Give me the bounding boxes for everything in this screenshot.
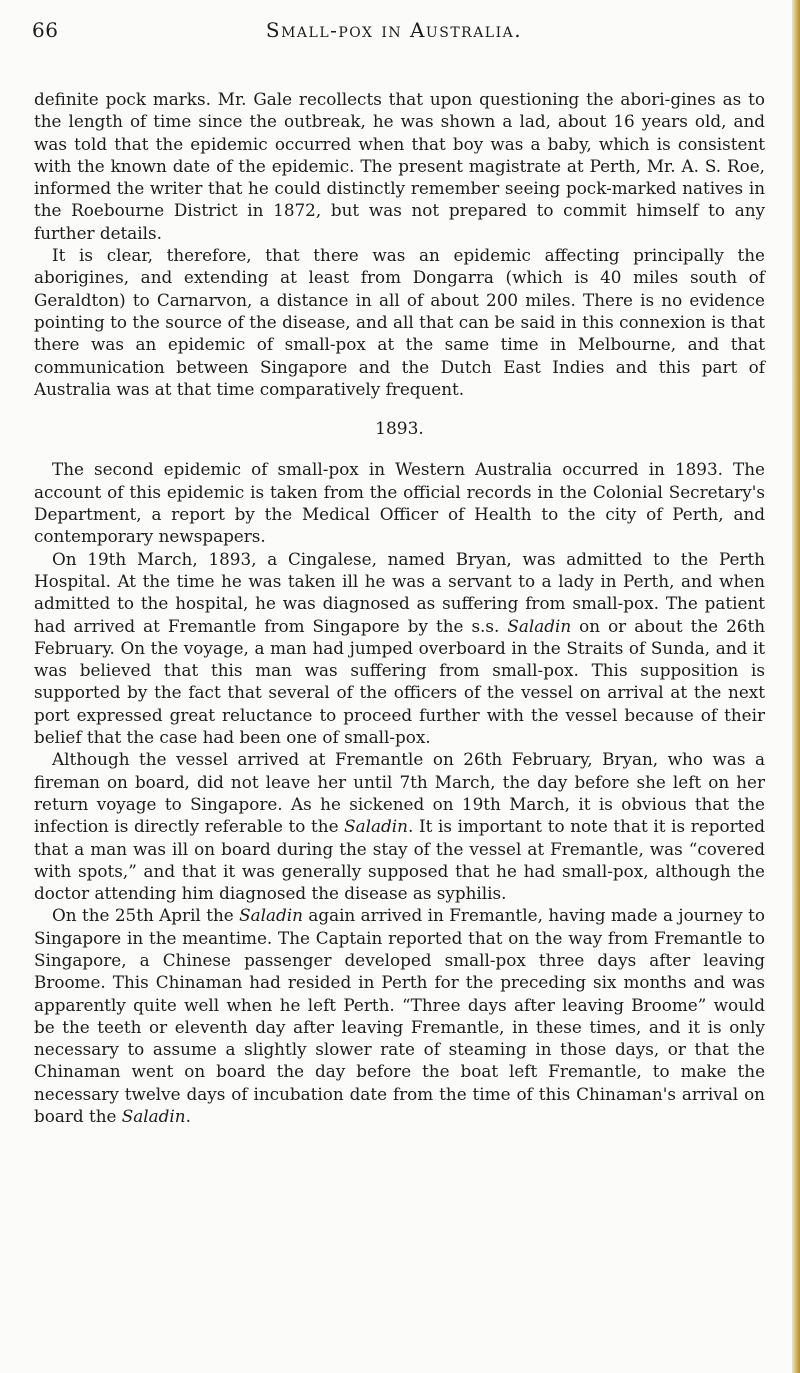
- ship-name: Saladin: [344, 816, 408, 837]
- page-number: 66: [32, 18, 59, 42]
- paragraph: The second epidemic of small-pox in Western Australia occurred in 1893. The account of this epidemic is taken from the official records in the Colonial Secretary's Department, a report by the Medical Officer of Health to the city of Perth, and contemporary newspapers.: [34, 459, 765, 547]
- paragraph: It is clear, therefore, that there was an epidemic affecting principally the aborigines, and extending at least from Dongarra (which is 40 miles south of Geraldton) to Carnarvon, a distance in all of about 200 miles. There is no evidence pointing to the source of the disease, and all that can be said in this connexion is that there was an epidemic of small-pox at the same time in Melbourne, and that communication between Singapore and the Dutch East Indies and this part of Australia was at that time comparatively frequent.: [34, 245, 765, 399]
- body-text: [34, 88, 765, 1127]
- page-edge: [792, 0, 800, 1373]
- ship-name: Saladin: [507, 615, 572, 636]
- paragraph: definite pock marks. Mr. Gale recollects that upon questioning the abori-gines as to the length of time since the outbreak, he was shown a lad, about 16 years old, and was told that the epidemic occurred when that boy was a baby, which is consistent with the known date of the epidemic. The present magistrate at Perth, Mr. A. S. Roe, informed the writer that he could distinctly remember seeing pock-marked natives in the Roebourne District in 1872, but was not prepared to commit himself to any further details.: [34, 89, 765, 243]
- page-header: [24, 10, 764, 40]
- paragraph: Although the vessel arrived at Fremantle on 26th February, Bryan, who was a fireman on board, did not leave her until 7th March, the day before she left on her return voyage to Singapore. As he sickened on 19th March, it is obvious that the infection is directly referable to the Saladin. It is important to note that it is reported that a man was ill on board during the stay of the vessel at Fremantle, was “covered with spots,” and that it was generally supposed that he had small-pox, although the doctor attending him diagnosed the disease as syphilis.: [34, 749, 766, 904]
- ship-name: Saladin: [239, 905, 303, 926]
- section-heading: 1893.: [375, 419, 424, 440]
- running-title: Small-pox in Australia.: [265, 18, 523, 42]
- paragraph: On 19th March, 1893, a Cingalese, named Bryan, was admitted to the Perth Hospital. At the time he was taken ill he was a servant to a lady in Perth, and when admitted to the hospital, he was diagnosed as suffering from small-pox. The patient had arrived at Fremantle from Singapore by the s.s. Saladin on or about the 26th February. On the voyage, a man had jumped overboard in the Straits of Sunda, and it was believed that this man was suffering from small-pox. This supposition is supported by the fact that several of the officers of the vessel on arrival at the next port expressed great reluctance to proceed further with the vessel because of their belief that the case had been one of small-pox.: [34, 548, 766, 748]
- paragraph: On the 25th April the Saladin again arrived in Fremantle, having made a journey to Singapore in the meantime. The Captain reported that on the way from Fremantle to Singapore, a Chinese passenger developed small-pox three days after leaving Broome. This Chinaman had resided in Perth for the preceding six months and was apparently quite well when he left Perth. “Three days after leaving Broome” would be the teeth or eleventh day after leaving Fremantle, in these times, and it is only necessary to assume a slightly slower rate of steaming in those days, or that the Chinaman went on board the day before the boat left Fremantle, to make the necessary twelve days of incubation date from the time of this Chinaman's arrival on board the Saladin.: [34, 905, 765, 1127]
- ship-name: Saladin: [121, 1106, 186, 1127]
